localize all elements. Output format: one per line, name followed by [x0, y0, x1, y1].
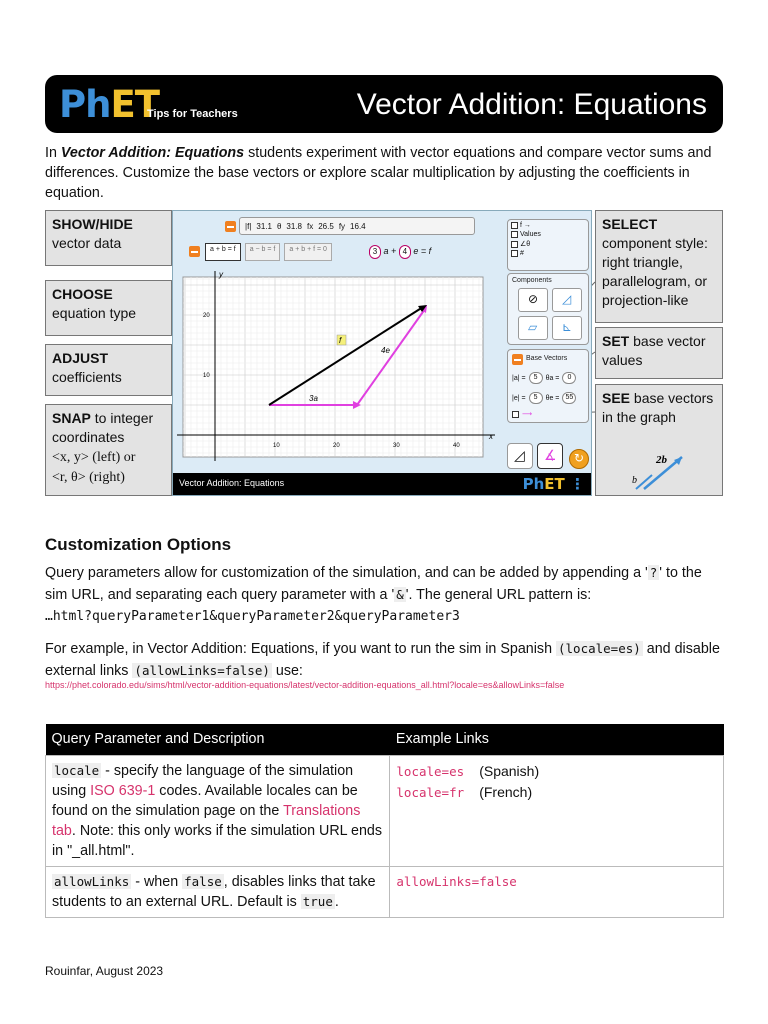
column-header: Query Parameter and Description: [46, 724, 390, 755]
logo-tagline: Tips for Teachers: [147, 108, 238, 120]
angle-checkbox[interactable]: [511, 241, 518, 248]
x-axis-label: x: [489, 432, 493, 441]
sum-checkbox[interactable]: [511, 222, 518, 229]
equation-option[interactable]: a − b = f: [245, 243, 281, 261]
y-tick: 20: [203, 313, 210, 319]
header-banner: [45, 75, 723, 133]
x-tick: 40: [453, 443, 460, 449]
x-tick: 20: [333, 443, 340, 449]
equation-option[interactable]: a + b = f: [205, 243, 241, 261]
column-header: Example Links: [390, 724, 724, 755]
cartesian-icon: ◿: [514, 447, 525, 463]
logo-ph: Ph: [59, 83, 111, 126]
callout-show-hide: SHOW/HIDE vector data: [45, 210, 172, 266]
svg-text:2b: 2b: [656, 454, 667, 466]
eye-off-icon: ⊘: [528, 292, 539, 306]
equation-toggle[interactable]: [189, 246, 200, 257]
callout-see: SEE base vectors in the graph 2b b: [595, 384, 723, 496]
projection-icon: ⊾: [562, 320, 573, 334]
angle-icon: ∠θ: [520, 241, 531, 248]
coefficient-e-spinner[interactable]: 4: [399, 245, 411, 259]
phet-logo: [59, 83, 159, 126]
locale-fr-link[interactable]: locale=fr: [396, 784, 465, 800]
table-row: [46, 755, 724, 866]
intro-paragraph: In Vector Addition: Equations students experiment with vector equations and compare vector sums and differences. Customize the base vectors or explore scalar multiplication by adjusting the coefficients in equation.: [45, 145, 712, 201]
vector-graph: [177, 271, 497, 461]
callout-adjust: ADJUST coefficients: [45, 344, 172, 396]
component-style-invisible-button[interactable]: [518, 288, 548, 312]
section-heading: Customization Options: [45, 535, 232, 554]
reset-icon: ↻: [574, 451, 585, 465]
param-description-cell: allowLinks - when false , disables links that take students to an external URL. Default is true .: [46, 866, 390, 917]
param-description-cell: locale - specify the language of the simulation using ISO 639-1 codes. Available locales can be found on the simulation page on the Translations tab. Note: this only works if the simulation URL ends in "_all.html".: [46, 755, 390, 866]
equation-option[interactable]: a + b + f = 0: [284, 243, 332, 261]
parallelogram-icon: ▱: [528, 320, 538, 334]
y-tick: 10: [203, 373, 210, 379]
url-pattern: …html?queryParameter1&queryParameter2&queryParameter3: [45, 609, 460, 624]
base-e-magnitude[interactable]: 5: [529, 392, 543, 404]
example-links-cell: locale=es (Spanish) locale=fr (French): [390, 755, 724, 866]
example-links-cell: [390, 866, 724, 917]
snap-cartesian-button[interactable]: [507, 443, 533, 469]
x-tick: 30: [393, 443, 400, 449]
page-title: Vector Addition: Equations: [356, 88, 707, 121]
table-row: [46, 866, 724, 917]
grid-checkbox[interactable]: [511, 250, 518, 257]
sim-screenshot: [172, 210, 592, 496]
translations-tab-link[interactable]: Translations tab: [52, 802, 361, 839]
callout-snap: SNAP to integer coordinates <x, y> (left) or <r, θ> (right): [45, 404, 172, 496]
reset-all-button[interactable]: [569, 449, 589, 469]
component-style-projection-button[interactable]: [552, 316, 582, 340]
base-a-magnitude[interactable]: 5: [529, 372, 543, 384]
snap-polar-button[interactable]: [537, 443, 563, 469]
base-vectors-panel: Base Vectors |a| = 5 θa = 0 |e| = 5 θe = 55 ⟶: [507, 349, 589, 423]
values-checkbox[interactable]: [511, 231, 518, 238]
coefficient-controls: 3 a + 4 e = f: [369, 245, 431, 259]
callout-select: SELECT component style: right triangle, parallelogram, or projection-like: [595, 210, 723, 323]
sim-navbar-title: Vector Addition: Equations: [179, 478, 285, 488]
arrow-icon: ⟶: [522, 411, 533, 418]
display-options-panel: f → Values ∠θ #: [507, 219, 589, 271]
base-e-angle[interactable]: 55: [562, 392, 576, 404]
vector-f-label: f: [339, 336, 342, 345]
components-panel: Components ⊘ ◿ ▱ ⊾: [507, 273, 589, 345]
intro-sim-name: Vector Addition: Equations: [60, 145, 245, 161]
example-url-link[interactable]: https://phet.colorado.edu/sims/html/vector-addition-equations/latest/vector-addition-equations_all.html?locale=es&allowLinks=false: [45, 680, 565, 690]
x-tick: 10: [273, 443, 280, 449]
vector-3a-label: 3a: [309, 394, 318, 403]
locale-es-link[interactable]: locale=es: [396, 763, 465, 779]
sim-navbar-logo[interactable]: PhET ⋮: [522, 475, 585, 493]
customization-paragraph: Query parameters allow for customization of the simulation, and can be added by appending a ' ? ' to the sim URL, and separating each query parameter with a ' & '. The general URL pattern is: …html?queryParameter1&queryParameter2&queryParameter3: [45, 565, 702, 624]
component-style-triangle-button[interactable]: [552, 288, 582, 312]
vector-4e-label: 4e: [381, 346, 390, 355]
component-style-parallelogram-button[interactable]: [518, 316, 548, 340]
logo-et: ET: [110, 83, 159, 126]
coefficient-a-spinner[interactable]: 3: [369, 245, 381, 259]
vector-data-toggle[interactable]: [225, 221, 236, 232]
iso-link[interactable]: ISO 639-1: [90, 782, 156, 799]
allow-links-false-link[interactable]: allowLinks=false: [396, 873, 517, 889]
grid-icon: #: [520, 250, 524, 257]
y-axis-label: y: [219, 271, 223, 279]
example-paragraph: For example, in Vector Addition: Equations, if you want to run the sim in Spanish (locale=es) and disable external links (allowLinks=false) use:: [45, 641, 720, 679]
query-parameter-table: [45, 724, 724, 918]
svg-text:b: b: [632, 475, 637, 486]
vector-data-panel: |f| 31.1 θ 31.8 fx 26.5 fy 16.4: [239, 217, 475, 235]
callout-choose: CHOOSE equation type: [45, 280, 172, 336]
sim-navbar: [173, 473, 591, 495]
table-header-row: [46, 724, 724, 755]
show-base-vectors-checkbox[interactable]: [512, 411, 519, 418]
callout-set: SET base vector values: [595, 327, 723, 379]
polar-icon: ∡: [544, 447, 557, 463]
base-a-angle[interactable]: 0: [562, 372, 576, 384]
base-vectors-toggle[interactable]: [512, 354, 523, 365]
footer-credit: Rouinfar, August 2023: [45, 964, 164, 978]
base-vectors-icon: [630, 449, 690, 493]
triangle-icon: ◿: [562, 292, 572, 306]
